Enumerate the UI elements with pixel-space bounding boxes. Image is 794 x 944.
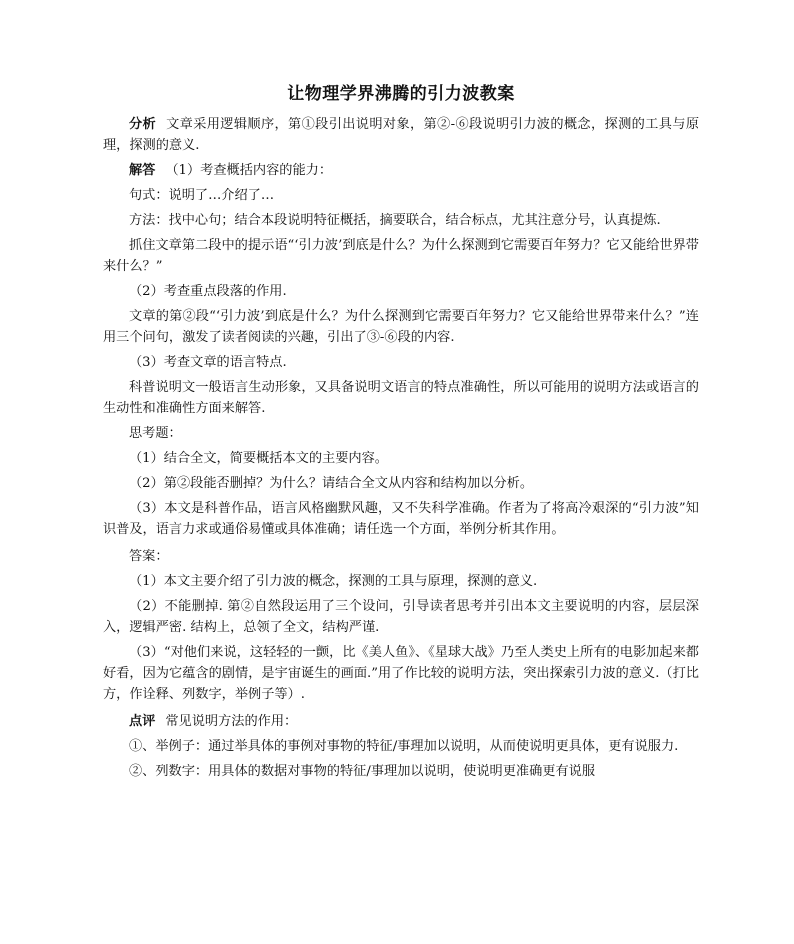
analysis-label: 分析 bbox=[129, 117, 157, 132]
thinking-item: （2）第②段能否删掉？为什么？请结合全文从内容和结构加以分析。 bbox=[129, 476, 534, 491]
answer-item: （2）不能删掉. 第②自然段运用了三个设问，引导读者思考并引出本文主要说明的内容，层层深入，逻辑严密. 结构上，总领了全文，结构严谨. bbox=[103, 599, 699, 635]
answers-label: 答案： bbox=[129, 549, 169, 564]
thinking-item: （3）本文是科普作品，语言风格幽默风趣，又不失科学准确。作者为了将高冷艰深的“引力波”知识普及，语言力求或通俗易懂或具体准确；请任选一个方面，举例分析其作用。 bbox=[103, 501, 699, 537]
comment-label: 点评 bbox=[129, 714, 156, 729]
answer-item: （1）本文主要介绍了引力波的概念，探测的工具与原理，探测的意义. bbox=[129, 574, 538, 589]
q1-detail-paragraph: 抓住文章第二段中的提示语“‘引力波’到底是什么？为什么探测到它需要百年努力？它又能给世界带来什么？” bbox=[103, 238, 699, 274]
answer-q1-heading bbox=[103, 160, 699, 181]
thinking-label: 思考题： bbox=[129, 426, 182, 441]
comment-item: ①、举例子：通过举具体的事例对事物的特征/事理加以说明，从而使说明更具体，更有说服力. bbox=[129, 739, 679, 754]
comment-paragraph bbox=[103, 711, 699, 732]
method-paragraph: 方法：找中心句；结合本段说明特征概括，摘要联合，结合标点，尤其注意分号，认真提炼. bbox=[129, 213, 661, 228]
document-title: 让物理学界沸腾的引力波教案 bbox=[287, 84, 515, 104]
analysis-text: 文章采用逻辑顺序，第①段引出说明对象，第②-⑥段说明引力波的概念，探测的工具与原理，探测的意义. bbox=[103, 117, 700, 153]
comment-text: 常见说明方法的作用： bbox=[165, 714, 298, 729]
q2-detail-paragraph: 文章的第②段“‘引力波’到底是什么？为什么探测到它需要百年努力？它又能给世界带来什么？”连用三个问句，激发了读者阅读的兴趣，引出了③-⑥段的内容. bbox=[103, 309, 699, 345]
answer-label: 解答 bbox=[129, 163, 156, 178]
q3-heading: （3）考查文章的语言特点. bbox=[129, 355, 287, 370]
document-page bbox=[103, 82, 699, 786]
analysis-paragraph bbox=[103, 114, 699, 156]
q3-detail-paragraph: 科普说明文一般语言生动形象，又具备说明文语言的特点准确性，所以可能用的说明方法或语言的生动性和准确性方面来解答. bbox=[103, 380, 699, 416]
q2-heading: （2）考查重点段落的作用. bbox=[129, 284, 287, 299]
comment-item: ②、列数字：用具体的数据对事物的特征/事理加以说明，使说明更准确更有说服 bbox=[129, 764, 596, 779]
q1-heading-text: （1）考查概括内容的能力： bbox=[165, 163, 333, 178]
thinking-item: （1）结合全文，简要概括本文的主要内容。 bbox=[129, 451, 388, 466]
answer-item: （3）“对他们来说，这轻轻的一颤，比《美人鱼》、《星球大战》乃至人类史上所有的电影加起来都好看，因为它蕴含的剧情，是宇宙诞生的画面.”用了作比较的说明方法，突出探索引力波的意义.（打比方，作诠释、列数字，举例子等）. bbox=[103, 645, 699, 702]
pattern-paragraph: 句式：说明了…介绍了… bbox=[129, 188, 275, 203]
